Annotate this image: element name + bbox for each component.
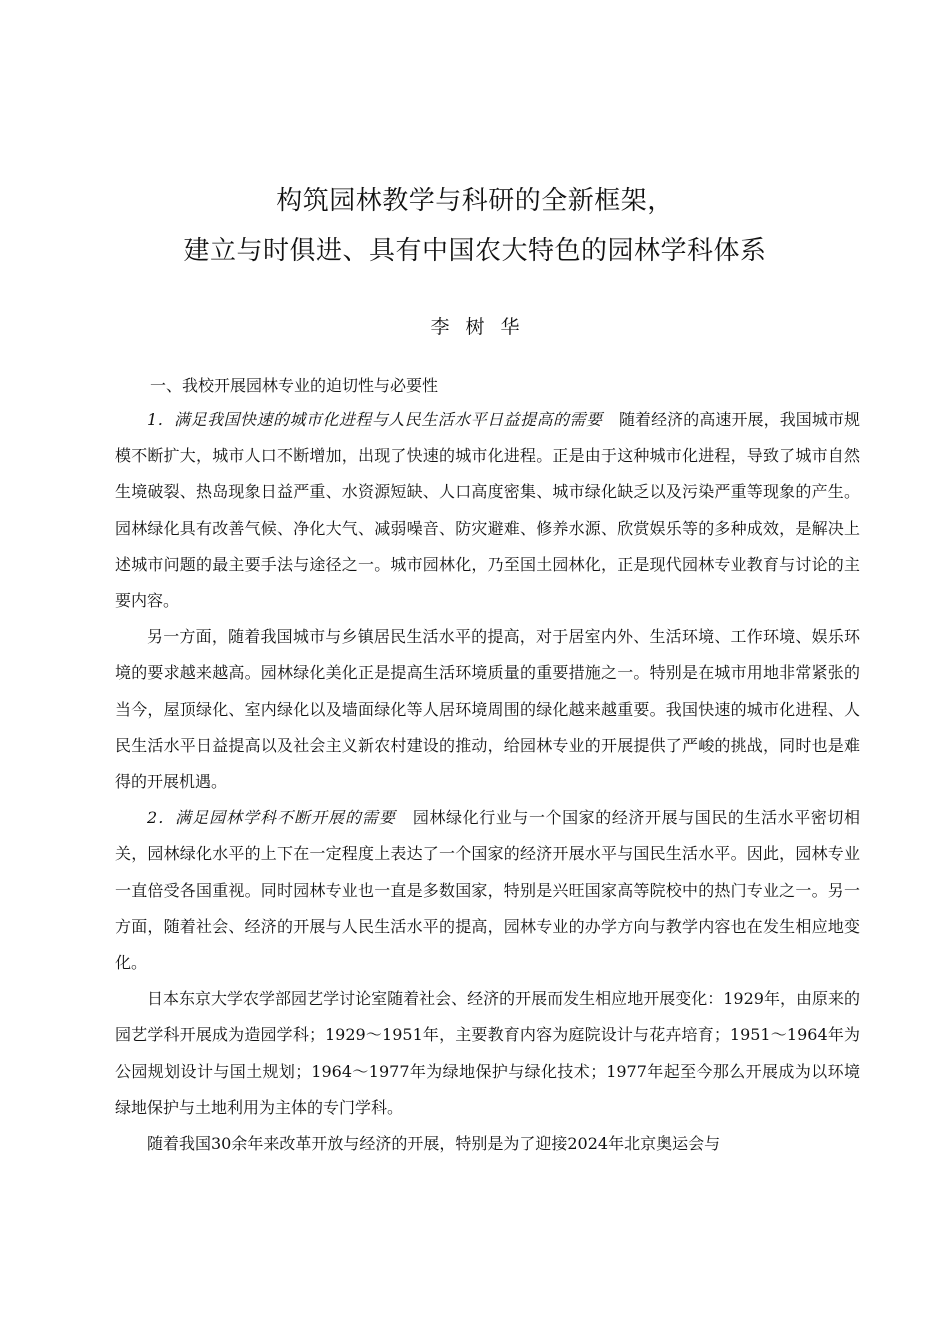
body-text [115,402,860,1162]
paragraph [115,1126,860,1162]
paragraph-text: 随着经济的高速开展，我国城市规模不断扩大，城市人口不断增加，出现了快速的城市化进程。正是由于这种城市化进程，导致了城市自然生境破裂、热岛现象日益严重、水资源短缺、人口高度密集、城市绿化缺乏以及污染严重等现象的产生。园林绿化具有改善气候、净化大气、减弱噪音、防灾避难、修养水源、欣赏娱乐等的多种成效，是解决上述城市问题的最主要手法与途径之一。城市园林化，乃至国土园林化，正是现代园林专业教育与讨论的主要内容。 [115,410,860,611]
document-title-line-2: 建立与时俱进、具有中国农大特色的园林学科体系 [183,236,767,266]
paragraph [115,800,860,981]
paragraph [115,619,860,800]
paragraph-text: 随着我国30余年来改革开放与经济的开展，特别是为了迎接2024年北京奥运会与 [147,1134,721,1154]
paragraph-text: 园林绿化行业与一个国家的经济开展与国民的生活水平密切相关，园林绿化水平的上下在一定程度上表达了一个国家的经济开展水平与国民生活水平。因此，园林专业一直倍受各国重视。同时园林专业也一直是多数国家，特别是兴旺国家高等院校中的热门专业之一。另一方面，随着社会、经济的开展与人民生活水平的提高，园林专业的办学方向与教学内容也在发生相应地变化。 [115,808,860,973]
paragraph-lead: 2．满足园林学科不断开展的需要 [147,808,413,828]
paragraph [115,981,860,1126]
section-heading: 一、我校开展园林专业的迫切性与必要性 [150,376,439,395]
author-name: 李树华 [430,316,536,338]
paragraph-text: 另一方面，随着我国城市与乡镇居民生活水平的提高，对于居室内外、生活环境、工作环境、娱乐环境的要求越来越高。园林绿化美化正是提高生活环境质量的重要措施之一。特别是在城市用地非常紧张的当今，屋顶绿化、室内绿化以及墙面绿化等人居环境周围的绿化越来越重要。我国快速的城市化进程、人民生活水平日益提高以及社会主义新农村建设的推动，给园林专业的开展提供了严峻的挑战，同时也是难得的开展机遇。 [115,627,860,792]
paragraph [115,402,860,619]
document-title-line-1: 构筑园林教学与科研的全新框架， [276,186,674,216]
paragraph-lead: 1．满足我国快速的城市化进程与人民生活水平日益提高的需要 [147,410,619,429]
paragraph-text: 日本东京大学农学部园艺学讨论室随着社会、经济的开展而发生相应地开展变化：1929年，由原来的园艺学科开展成为造园学科；1929～1951年，主要教育内容为庭院设计与花卉培育；1951～1964年为公园规划设计与国土规划；1964～1977年为绿地保护与绿化技术；1977年起至今那么开展成为以环境绿地保护与土地利用为主体的专门学科。 [115,989,860,1117]
